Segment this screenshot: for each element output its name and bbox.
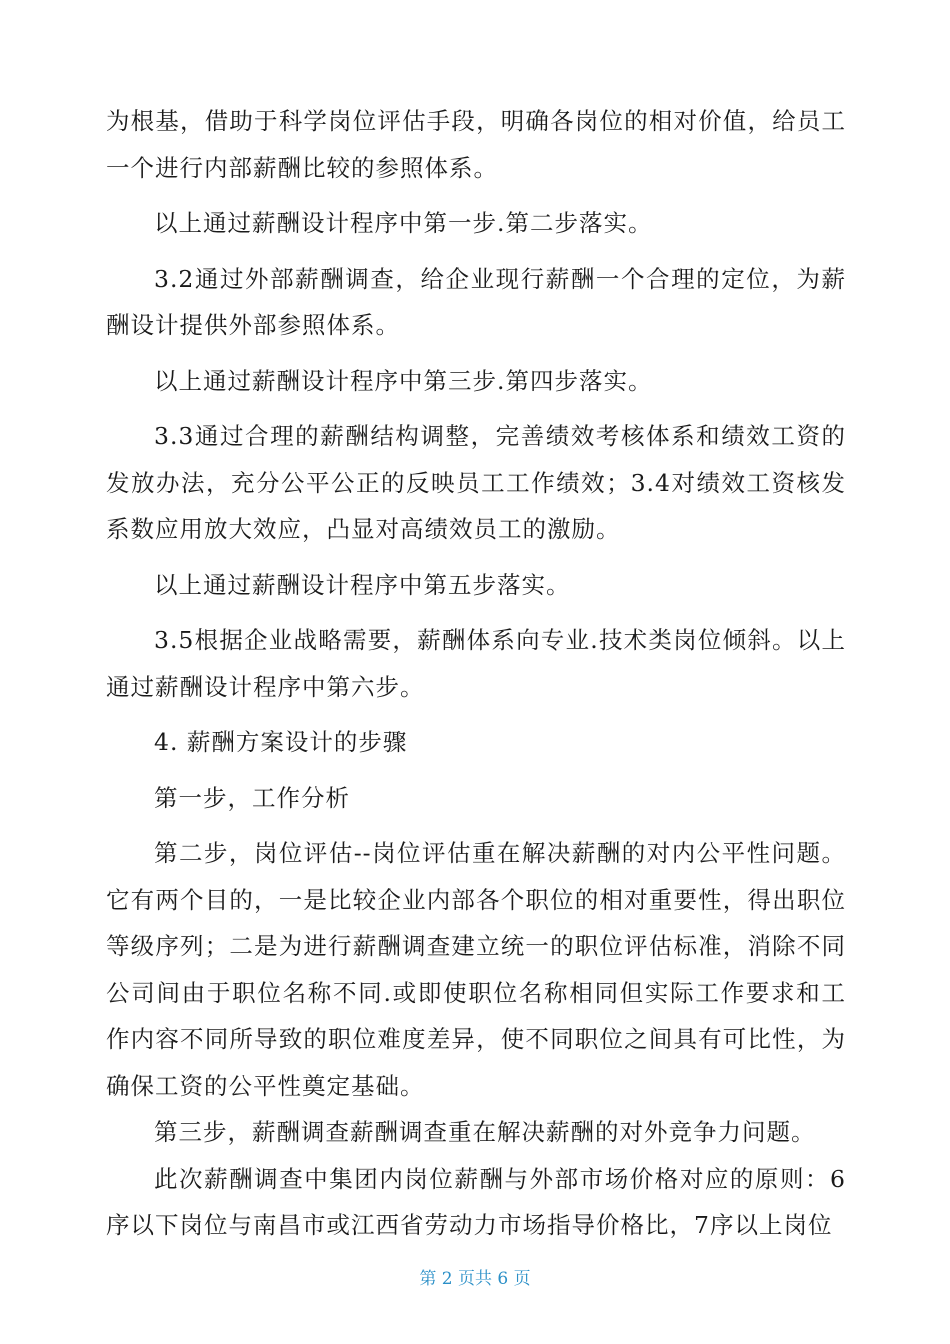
step-1-heading: 第一步，工作分析 (154, 783, 350, 812)
paragraph-5: 3.3通过合理的薪酬结构调整，完善绩效考核体系和绩效工资的发放办法，充分公平公正的反映员工工作绩效；3.4对绩效工资核发系数应用放大效应，凸显对高绩效员工的激励。 (106, 422, 846, 543)
paragraph-3: 3.2通过外部薪酬调查，给企业现行薪酬一个合理的定位，为薪酬设计提供外部参照体系。 (106, 264, 846, 339)
paragraph-1: 为根基，借助于科学岗位评估手段，明确各岗位的相对价值，给员工一个进行内部薪酬比较的参照体系。 (106, 107, 846, 182)
paragraph-7: 3.5根据企业战略需要，薪酬体系向专业.技术类岗位倾斜。以上通过薪酬设计程序中第六步。 (106, 626, 846, 701)
paragraph-4: 以上通过薪酬设计程序中第三步.第四步落实。 (154, 366, 653, 395)
section-heading-4: 4. 薪酬方案设计的步骤 (154, 728, 408, 756)
paragraph-step-3: 第三步，薪酬调查薪酬调查重在解决薪酬的对外竞争力问题。 (154, 1118, 816, 1146)
paragraph-6: 以上通过薪酬设计程序中第五步落实。 (154, 570, 571, 599)
paragraph-survey-principle: 此次薪酬调查中集团内岗位薪酬与外部市场价格对应的原则：6序以下岗位与南昌市或江西省劳动力市场指导价格比，7序以上岗位 (106, 1164, 846, 1239)
paragraph-2: 以上通过薪酬设计程序中第一步.第二步落实。 (154, 209, 653, 237)
document-body (106, 98, 846, 1249)
page-number-footer: 第 2 页共 6 页 (419, 1269, 531, 1289)
paragraph-step-2: 第二步，岗位评估--岗位评估重在解决薪酬的对内公平性问题。它有两个目的，一是比较企业内部各个职位的相对重要性，得出职位等级序列；二是为进行薪酬调查建立统一的职位评估标准，消除不同公司间由于职位名称不同.或即使职位名称相同但实际工作要求和工作内容不同所导致的职位难度差异，使不同职位之间具有可比性，为确保工资的公平性奠定基础。 (106, 839, 846, 1100)
